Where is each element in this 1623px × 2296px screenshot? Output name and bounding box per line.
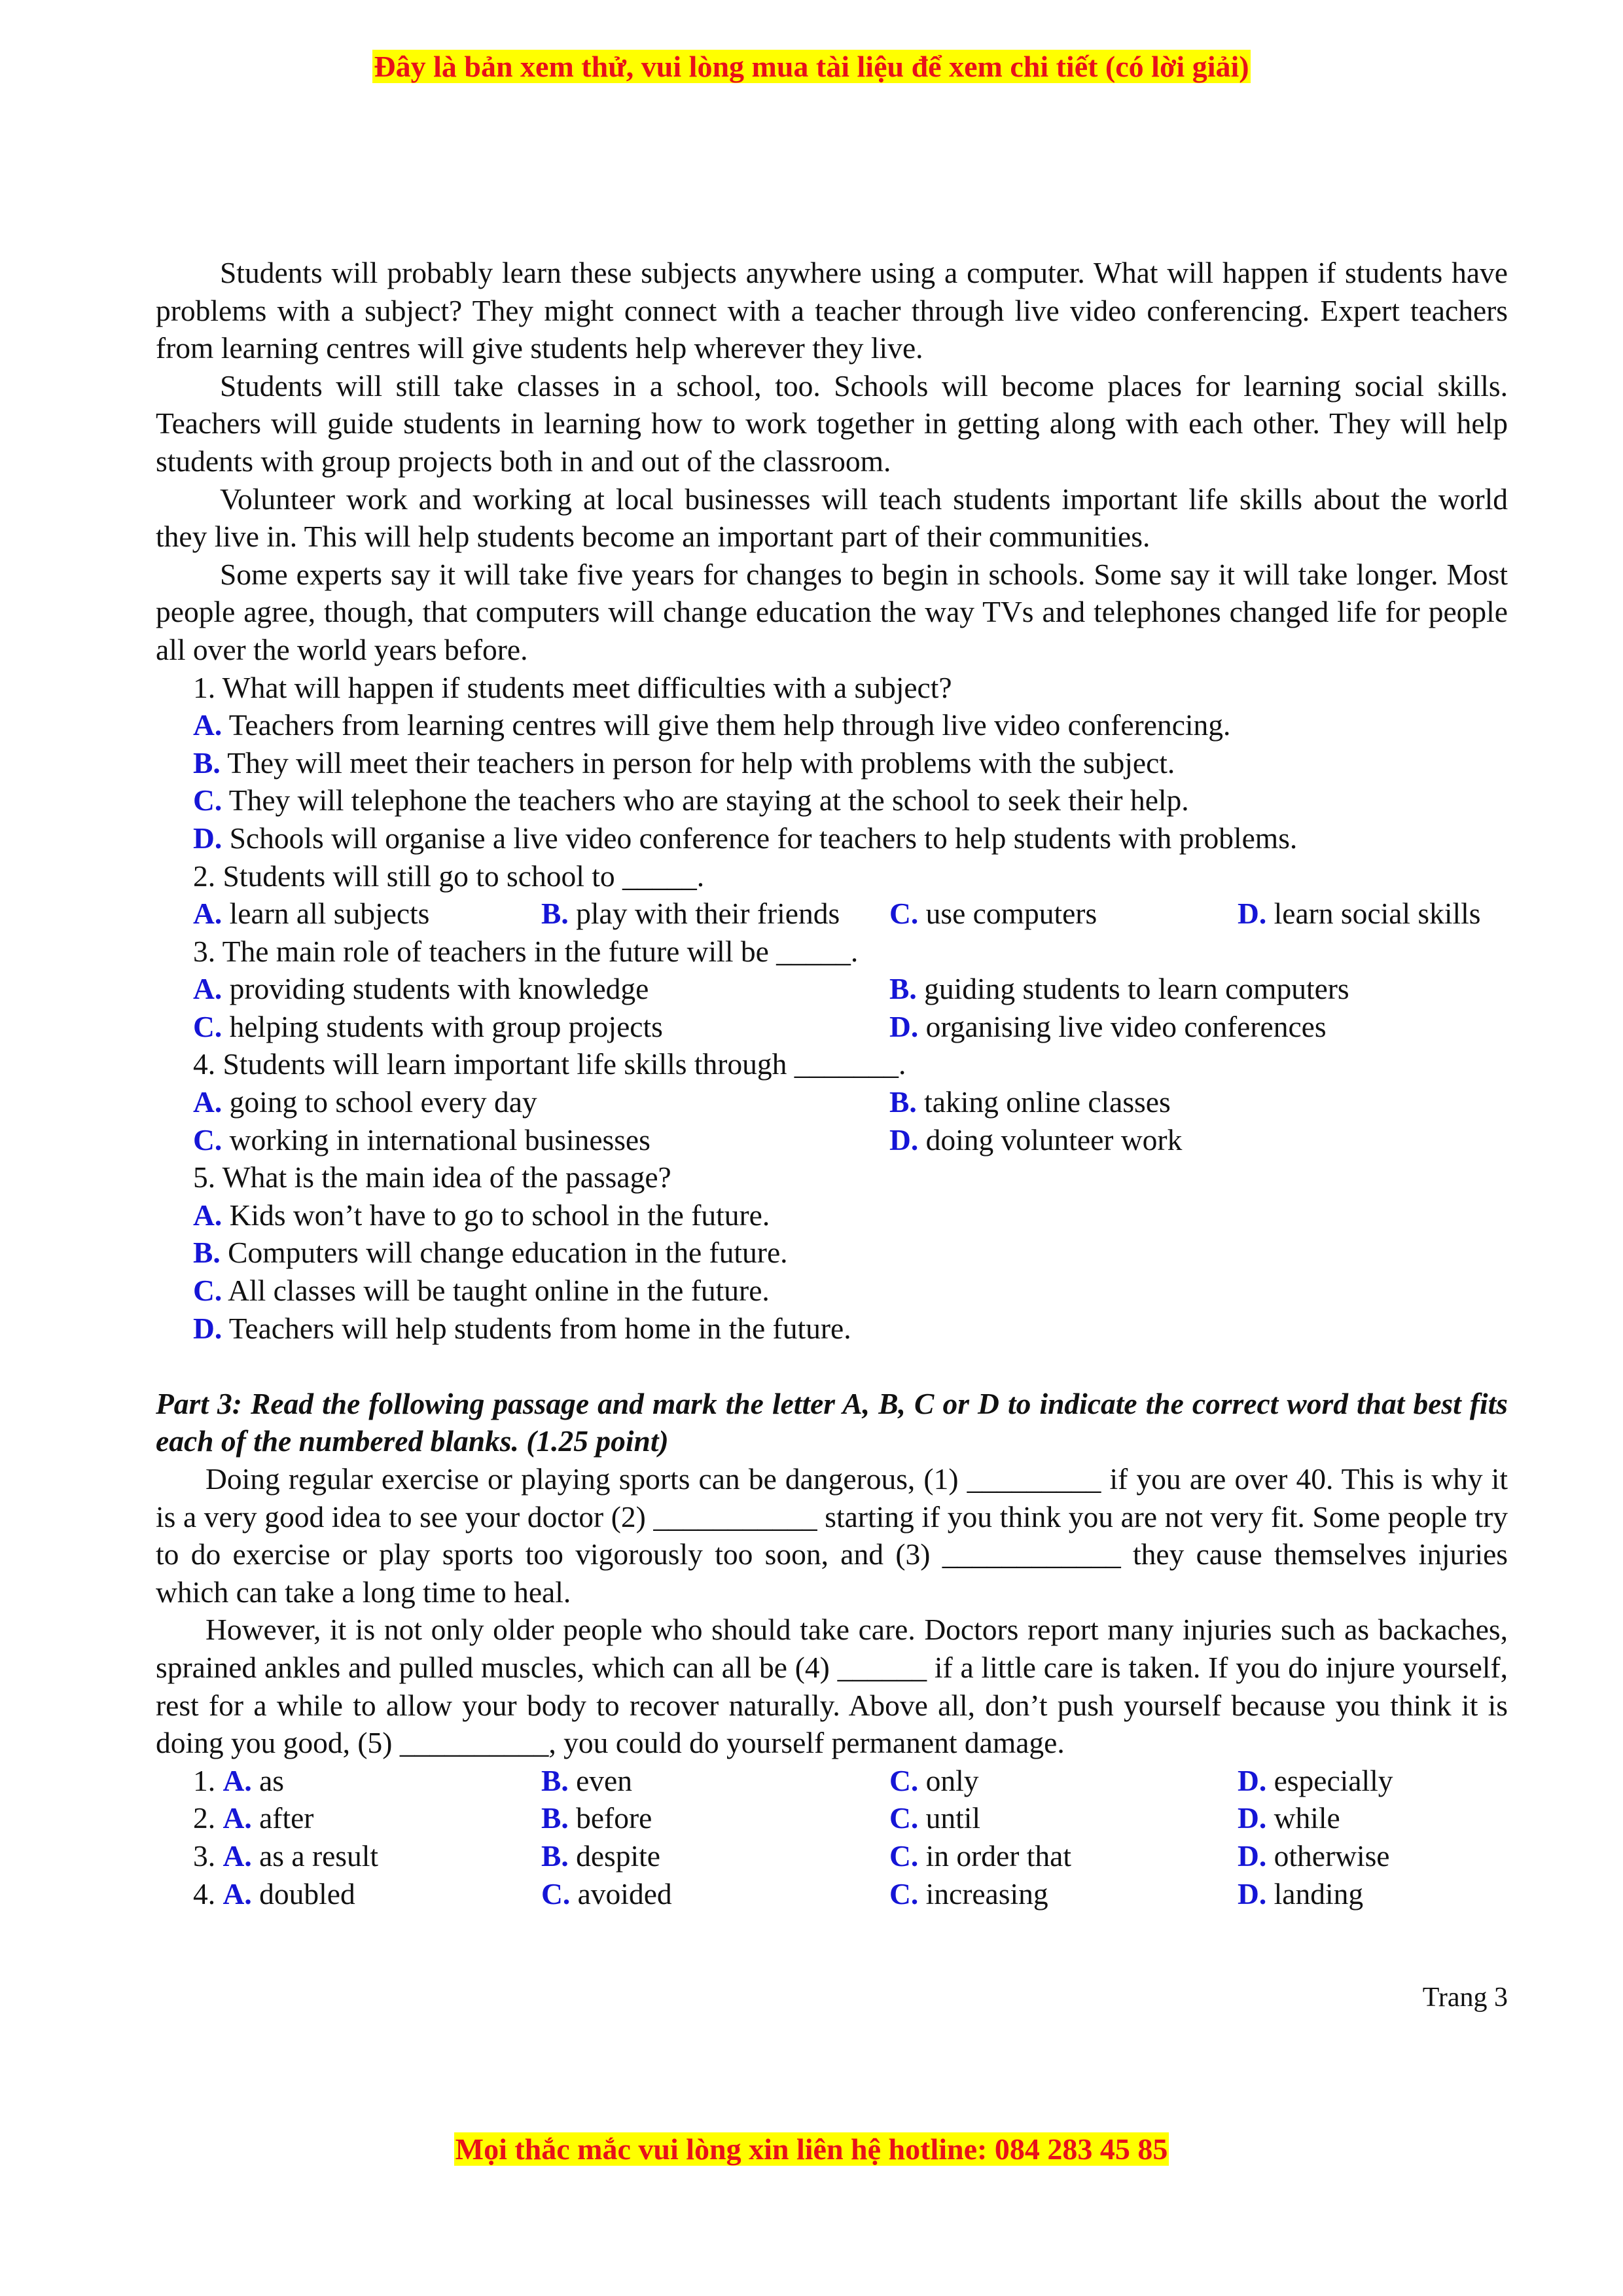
option-text: as a result — [251, 1839, 379, 1873]
answer-option — [541, 895, 889, 933]
option-letter: A. — [223, 1839, 252, 1873]
option-text: doing volunteer work — [918, 1122, 1183, 1157]
preview-notice-banner — [0, 47, 1623, 86]
option-text: before — [568, 1801, 652, 1835]
answer-option — [156, 706, 1508, 744]
answer-option — [193, 1875, 541, 1913]
option-text: increasing — [918, 1876, 1048, 1910]
answer-option — [156, 1196, 1508, 1234]
answer-option — [193, 1121, 889, 1159]
answer-option — [889, 1008, 1327, 1046]
option-text: providing students with knowledge — [222, 972, 649, 1006]
answer-option — [193, 1008, 889, 1046]
option-letter: C. — [889, 897, 919, 931]
answer-option — [889, 970, 1349, 1008]
option-letter: C. — [541, 1876, 571, 1910]
option-letter: C. — [889, 1839, 919, 1873]
question-stem: 3. The main role of teachers in the future will be _____. — [193, 934, 859, 968]
option-text: despite — [568, 1839, 660, 1873]
option-text: Computers will change education in the future. — [220, 1236, 788, 1270]
answer-option — [1238, 1762, 1393, 1800]
answer-option — [889, 1837, 1238, 1875]
question-stem: 1. What will happen if students meet difficulties with a subject? — [193, 670, 952, 704]
item-number: 3. — [193, 1839, 223, 1873]
answer-option — [889, 1083, 1171, 1121]
answer-option — [193, 1762, 541, 1800]
option-text: while — [1266, 1801, 1340, 1835]
answer-option — [156, 1272, 1508, 1310]
option-text: taking online classes — [916, 1085, 1171, 1119]
option-letter: A. — [193, 972, 223, 1006]
answer-option — [1238, 1875, 1363, 1913]
option-text: organising live video conferences — [918, 1009, 1327, 1043]
option-text: They will telephone the teachers who are staying at the school to seek their help. — [222, 783, 1189, 817]
answer-option — [541, 1875, 889, 1913]
option-text: use computers — [918, 897, 1097, 931]
option-letter: B. — [889, 1085, 917, 1119]
option-letter: D. — [193, 821, 223, 855]
option-text: avoided — [570, 1876, 672, 1910]
answer-option — [156, 1310, 1508, 1348]
cloze-answer-row — [156, 1875, 1508, 1913]
option-text: learn social skills — [1266, 897, 1481, 931]
option-letter: B. — [889, 972, 917, 1006]
item-number: 2. — [193, 1801, 223, 1835]
answer-option — [193, 895, 541, 933]
preview-notice-text: Đây là bản xem thử, vui lòng mua tài liệu để xem chi tiết (có lời giải) — [374, 50, 1249, 83]
options-row — [156, 970, 1508, 1008]
option-text: as — [251, 1763, 285, 1797]
answer-option — [156, 819, 1508, 857]
answer-option — [193, 1837, 541, 1875]
question-stem: 5. What is the main idea of the passage? — [193, 1160, 671, 1194]
option-letter: C. — [193, 1122, 223, 1157]
option-text: working in international businesses — [222, 1122, 651, 1157]
hotline-banner — [0, 2130, 1623, 2169]
cloze-paragraph: Doing regular exercise or playing sports can be dangerous, (1) _________ if you are over 40. This is why it is a very good idea to see your doctor (2) ___________ starting if you think you are not very fit. Some people try to do exercise or play sports too vigorously too soon, and (3) ____________ they cause themselves injuries which can take a long time to heal. — [156, 1462, 1508, 1609]
part3-title: Part 3: Read the following passage and mark the letter A, B, C or D to indicate the correct word that best fits each of the numbered blanks. (1.25 point) — [156, 1386, 1508, 1458]
option-letter: B. — [193, 745, 221, 780]
option-letter: C. — [193, 1274, 223, 1308]
item-number: 4. — [193, 1876, 223, 1910]
answer-option — [1238, 1837, 1390, 1875]
passage-paragraph: Volunteer work and working at local businesses will teach students important life skills about the world they live in. This will help students become an important part of their communities. — [156, 482, 1508, 554]
option-text: until — [918, 1801, 981, 1835]
question-stem: 4. Students will learn important life skills through _______. — [193, 1047, 906, 1081]
answer-option — [541, 1837, 889, 1875]
option-text: learn all subjects — [222, 897, 430, 931]
option-letter: D. — [193, 1311, 223, 1345]
hotline-text: Mọi thắc mắc vui lòng xin liên hệ hotline: 084 283 45 85 — [455, 2132, 1168, 2166]
option-text: going to school every day — [222, 1085, 537, 1119]
option-letter: D. — [1238, 1839, 1267, 1873]
option-text: in order that — [918, 1839, 1071, 1873]
options-row — [156, 895, 1508, 933]
option-letter: B. — [541, 897, 569, 931]
option-letter: C. — [193, 1009, 223, 1043]
cloze-answer-row — [156, 1799, 1508, 1837]
page-content — [156, 254, 1508, 1912]
cloze-paragraph: However, it is not only older people who should take care. Doctors report many injuries such as backaches, sprained ankles and pulled muscles, which can all be (4) ______ if a little care is taken. If you do injure yourself, rest for a while to allow your body to recover naturally. Above all, don’t push yourself because you think it is doing you good, (5) __________, you could do yourself permanent damage. — [156, 1613, 1508, 1760]
option-letter: A. — [223, 1876, 252, 1910]
option-letter: A. — [193, 1198, 223, 1232]
option-text: play with their friends — [568, 897, 840, 931]
option-text: especially — [1266, 1763, 1393, 1797]
answer-option — [541, 1799, 889, 1837]
answer-option — [193, 1083, 889, 1121]
option-letter: A. — [193, 1085, 223, 1119]
answer-option — [156, 781, 1508, 819]
option-letter: B. — [541, 1839, 569, 1873]
option-text: guiding students to learn computers — [916, 972, 1349, 1006]
question-stem: 2. Students will still go to school to _____. — [193, 859, 705, 893]
answer-option — [541, 1762, 889, 1800]
answer-option — [889, 895, 1238, 933]
option-letter: C. — [889, 1763, 919, 1797]
passage-paragraph: Some experts say it will take five years for changes to begin in schools. Some say it will take longer. Most people agree, though, that computers will change education the way TVs and telephones changed life for people all over the world years before. — [156, 557, 1508, 666]
option-letter: B. — [541, 1801, 569, 1835]
option-letter: D. — [889, 1122, 919, 1157]
answer-option — [156, 744, 1508, 782]
answer-option — [193, 970, 889, 1008]
option-text: helping students with group projects — [222, 1009, 663, 1043]
option-letter: A. — [193, 897, 223, 931]
option-text: They will meet their teachers in person for help with problems with the subject. — [220, 745, 1175, 780]
cloze-answer-row — [156, 1762, 1508, 1800]
answer-option — [1238, 1799, 1340, 1837]
section-spacer — [156, 1347, 1508, 1385]
option-letter: A. — [223, 1763, 252, 1797]
option-text: Teachers from learning centres will give them help through live video conferencing. — [222, 708, 1231, 742]
option-text: All classes will be taught online in the future. — [222, 1274, 770, 1308]
option-text: landing — [1266, 1876, 1364, 1910]
option-letter: D. — [889, 1009, 919, 1043]
answer-option — [193, 1799, 541, 1837]
option-text: doubled — [251, 1876, 355, 1910]
option-letter: D. — [1238, 1763, 1267, 1797]
option-letter: C. — [889, 1801, 919, 1835]
passage-paragraph: Students will still take classes in a school, too. Schools will become places for learning social skills. Teachers will guide students in learning how to work together in getting along with each other. They will help students with group projects both in and out of the classroom. — [156, 368, 1508, 478]
option-letter: B. — [541, 1763, 569, 1797]
options-row — [156, 1083, 1508, 1121]
option-text: only — [918, 1763, 979, 1797]
option-letter: A. — [223, 1801, 252, 1835]
option-text: Teachers will help students from home in the future. — [222, 1311, 851, 1345]
option-letter: D. — [1238, 897, 1267, 931]
item-number: 1. — [193, 1763, 223, 1797]
option-letter: D. — [1238, 1801, 1267, 1835]
option-text: Kids won’t have to go to school in the future. — [222, 1198, 770, 1232]
option-letter: A. — [193, 708, 223, 742]
option-text: Schools will organise a live video conference for teachers to help students with problems. — [222, 821, 1298, 855]
option-text: even — [568, 1763, 632, 1797]
page-number: Trang 3 — [1422, 1982, 1508, 2013]
option-text: otherwise — [1266, 1839, 1390, 1873]
cloze-answer-row — [156, 1837, 1508, 1875]
answer-option — [889, 1121, 1182, 1159]
answer-option — [889, 1875, 1238, 1913]
answer-option — [889, 1762, 1238, 1800]
option-letter: B. — [193, 1236, 221, 1270]
option-letter: C. — [193, 783, 223, 817]
options-row — [156, 1008, 1508, 1046]
option-letter: C. — [889, 1876, 919, 1910]
options-row — [156, 1121, 1508, 1159]
answer-option — [1238, 895, 1481, 933]
answer-option — [889, 1799, 1238, 1837]
option-letter: D. — [1238, 1876, 1267, 1910]
passage-paragraph: Students will probably learn these subjects anywhere using a computer. What will happen if students have problems with a subject? They might connect with a teacher through live video conferencing. Expert teachers from learning centres will give students help wherever they live. — [156, 256, 1508, 365]
answer-option — [156, 1234, 1508, 1272]
option-text: after — [251, 1801, 314, 1835]
